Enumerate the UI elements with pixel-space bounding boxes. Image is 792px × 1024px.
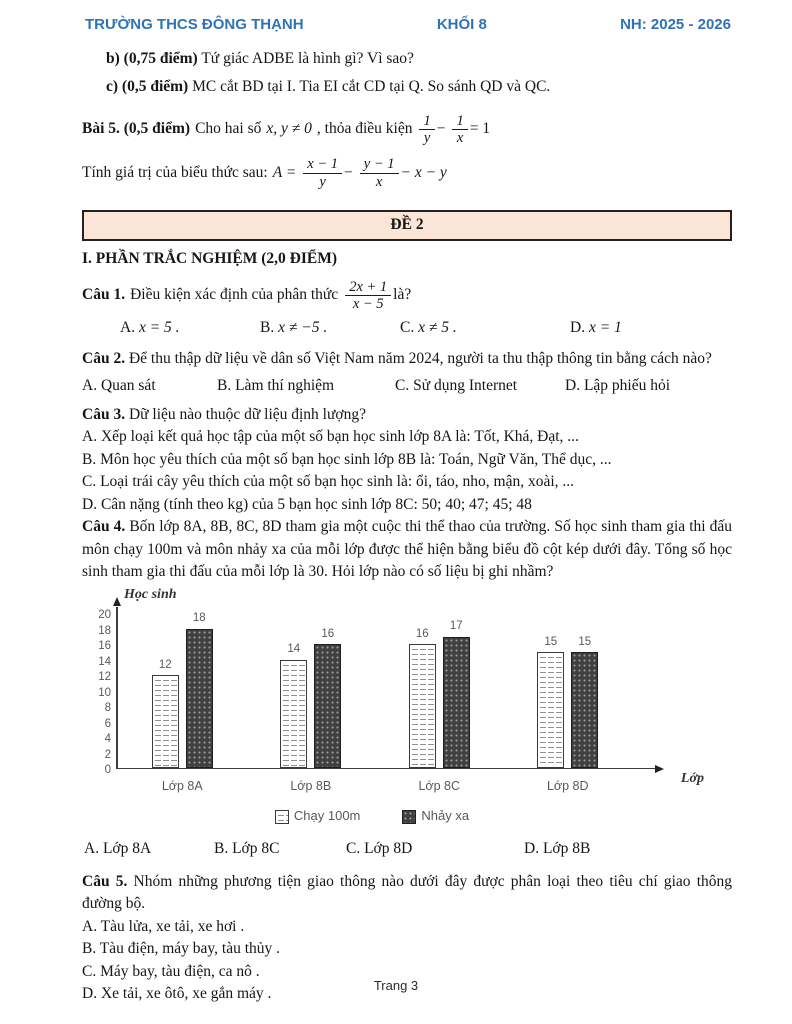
- bar-chạy-100m: [280, 643, 307, 769]
- cau2-label: Câu 2.: [82, 349, 126, 367]
- item-b-label: b): [106, 50, 120, 67]
- y-tick-label: 14: [98, 655, 111, 668]
- bar-chạy-100m: [537, 635, 564, 768]
- fraction-y-minus-1-over-x: $\frac{y - 1}{x}$: [360, 156, 399, 189]
- cau2-option-a: A. Quan sát: [82, 377, 156, 395]
- cau5-text: Nhóm những phương tiện giao thông nào dưới đây được phân loại theo tiêu chí giao thông đường bộ.: [82, 872, 732, 913]
- document-body: [82, 48, 732, 1006]
- y-tick-label: 0: [104, 764, 111, 777]
- bar-nhảy-xa: [571, 635, 598, 768]
- section-1-title: I. PHẦN TRẮC NGHIỆM (2,0 ĐIỂM): [82, 250, 338, 268]
- minus-sign: −: [436, 120, 446, 138]
- bai5-label: Bài 5. (0,5 điểm): [82, 120, 191, 138]
- bai5-mid: , thỏa điều kiện: [316, 120, 413, 138]
- y-tick-label: 18: [98, 624, 111, 637]
- equals-one: = 1: [469, 120, 491, 138]
- grade-label: KHỐI 8: [436, 16, 487, 33]
- bar-nhảy-xa: [443, 620, 470, 769]
- chart-legend: [82, 807, 662, 826]
- cau1-option-b: B. x ≠ −5 .: [260, 319, 328, 337]
- legend-label: Chạy 100m: [293, 808, 361, 824]
- bar-value-label: 17: [449, 620, 463, 633]
- bai5-lead: Cho hai số: [195, 120, 262, 138]
- bai5-condition: x, y ≠ 0: [266, 120, 312, 138]
- school-name: TRƯỜNG THCS ĐÔNG THẠNH: [85, 16, 304, 33]
- dual-bar-chart: [90, 587, 704, 799]
- y-tick-label: 4: [104, 733, 111, 746]
- legend-swatch-dashed-icon: [275, 810, 289, 824]
- exam-2-title-box: [82, 210, 732, 241]
- cau1-option-d: D. x = 1: [570, 319, 622, 337]
- fraction-1-over-x: $\frac{1}{x}$: [452, 113, 467, 146]
- y-tick-label: 2: [104, 748, 111, 761]
- school-year: NH: 2025 - 2026: [620, 16, 731, 33]
- page-number: Trang 3: [373, 978, 419, 993]
- cau1-lead: Điều kiện xác định của phân thức: [130, 286, 339, 304]
- x-category-label: Lớp 8D: [546, 779, 589, 794]
- cau1-options: [82, 317, 732, 339]
- cau1-option-a: A. x = 5 .: [120, 319, 180, 337]
- question-item-c: [106, 76, 732, 98]
- cau1-tail: là?: [393, 286, 412, 304]
- expression-lhs: A =: [272, 163, 297, 181]
- exam-2-title: ĐỀ 2: [390, 215, 424, 233]
- x-category-label: Lớp 8B: [290, 779, 332, 794]
- fraction-x-minus-1-over-y: $\frac{x - 1}{y}$: [303, 156, 342, 189]
- cau2-option-c: C. Sử dụng Internet: [395, 377, 518, 395]
- y-tick-label: 16: [98, 640, 111, 653]
- minus-sign: −: [344, 163, 353, 181]
- legend-swatch-dotted-icon: [402, 810, 416, 824]
- eval-lead: Tính giá trị của biểu thức sau:: [82, 163, 268, 181]
- cau5-option-b: B. Tàu điện, máy bay, tàu thủy .: [82, 940, 281, 958]
- y-axis-arrow-icon: [113, 597, 121, 606]
- cau4-option-b: B. Lớp 8C: [214, 840, 280, 858]
- cau2-options: [82, 375, 732, 397]
- item-c-label: c): [106, 78, 119, 96]
- bar-nhảy-xa: [186, 612, 213, 769]
- chart-group-lớp-8d: [504, 613, 633, 794]
- cau3-text: Dữ liệu nào thuộc dữ liệu định lượng?: [128, 405, 366, 423]
- expression-tail: − x − y: [400, 163, 447, 181]
- chart-y-axis-title: Học sinh: [124, 587, 177, 603]
- bar-value-label: 15: [578, 635, 592, 648]
- cau2-option-d: D. Lập phiếu hỏi: [565, 377, 671, 395]
- cau4-option-c: C. Lớp 8D: [346, 840, 413, 858]
- bar-value-label: 18: [192, 612, 206, 625]
- bar-chạy-100m: [409, 627, 436, 768]
- page-header: [85, 16, 731, 33]
- y-tick-label: 10: [98, 686, 111, 699]
- item-b-points: (0,75 điểm): [123, 50, 198, 67]
- item-c-text: MC cắt BD tại I. Tia EI cắt CD tại Q. So sánh QD và QC.: [192, 78, 551, 96]
- cau2-text: Để thu thập dữ liệu về dân số Việt Nam năm 2024, người ta thu thập thông tin bằng cách nào?: [128, 349, 712, 367]
- chart-x-axis-title: Lớp: [680, 771, 704, 787]
- legend-item-nhay-xa: [402, 807, 469, 826]
- chart-group-lớp-8b: [247, 613, 376, 794]
- chart-group-lớp-8c: [375, 613, 504, 794]
- item-b-text: Tứ giác ADBE là hình gì? Vì sao?: [201, 50, 414, 67]
- x-category-label: Lớp 8A: [161, 779, 203, 794]
- cau4-label: Câu 4.: [82, 518, 126, 536]
- cau5-option-c: C. Máy bay, tàu điện, ca nô .: [82, 962, 260, 980]
- cau4-text: Bốn lớp 8A, 8B, 8C, 8D tham gia một cuộc thi thể thao của trường. Số học sinh tham gia thi đấu môn chạy 100m và môn nhảy xa của mỗi lớp được thể hiện bằng biểu đồ cột kép dưới đây. Tổng số học sinh tham gia thi đấu của mỗi lớp là 30. Hỏi lớp nào có số liệu bị ghi nhầm?: [82, 518, 733, 580]
- chart-bars-area: [118, 612, 632, 794]
- bar-value-label: 15: [544, 635, 558, 648]
- legend-item-chay-100m: [275, 807, 360, 826]
- cau1-label: Câu 1.: [82, 286, 126, 304]
- bar-value-label: 16: [415, 627, 429, 640]
- bai5-evaluate-expression: [82, 156, 732, 189]
- chart-group-lớp-8a: [118, 612, 247, 794]
- cau3-option-b: B. Môn học yêu thích của một số bạn học sinh lớp 8B là: Toán, Ngữ Văn, Thể dục, ...: [82, 450, 612, 468]
- fraction-1-over-y: $\frac{1}{y}$: [419, 113, 434, 146]
- cau5-option-d: D. Xe tải, xe ôtô, xe gắn máy .: [82, 985, 272, 1003]
- cau4-options: [82, 838, 732, 860]
- legend-label: Nhảy xa: [421, 808, 470, 824]
- cau5-question: [82, 871, 732, 916]
- cau4-option-d: D. Lớp 8B: [524, 840, 591, 858]
- cau5-option-a: A. Tàu lửa, xe tải, xe hơi .: [82, 917, 245, 935]
- fraction-2x-plus-1-over-x-minus-5: $\frac{2x + 1}{x - 5}$: [345, 279, 391, 312]
- question-item-b: [106, 48, 732, 70]
- bar-nhảy-xa: [314, 627, 341, 768]
- bar-value-label: 14: [287, 643, 301, 656]
- bai5-statement: [82, 113, 732, 146]
- cau3-question: [82, 404, 732, 426]
- cau3-label: Câu 3.: [82, 405, 126, 423]
- item-c-points: (0,5 điểm): [121, 78, 189, 96]
- bar-chạy-100m: [152, 658, 179, 768]
- cau5-label: Câu 5.: [82, 872, 128, 890]
- cau3-option-c: C. Loại trái cây yêu thích của một số bạn học sinh là: ổi, táo, nho, mận, xoài, ...: [82, 473, 575, 491]
- cau4-option-a: A. Lớp 8A: [84, 840, 152, 858]
- cau3-option-a: A. Xếp loại kết quả học tập của một số bạn học sinh lớp 8A là: Tốt, Khá, Đạt, ...: [82, 428, 579, 446]
- cau1-option-c: C. x ≠ 5 .: [400, 319, 457, 337]
- bar-value-label: 12: [158, 658, 172, 671]
- y-tick-label: 12: [98, 671, 111, 684]
- cau2-option-b: B. Làm thí nghiệm: [217, 377, 335, 395]
- cau2-question: [82, 348, 732, 370]
- y-tick-label: 6: [104, 717, 111, 730]
- x-category-label: Lớp 8C: [418, 779, 461, 794]
- cau1-question: [82, 279, 732, 312]
- cau3-option-d: D. Cân nặng (tính theo kg) của 5 bạn học sinh lớp 8C: 50; 40; 47; 45; 48: [82, 495, 532, 513]
- bar-value-label: 16: [321, 627, 335, 640]
- x-axis-arrow-icon: [655, 765, 664, 773]
- cau4-question: [82, 516, 732, 583]
- y-tick-label: 20: [98, 609, 111, 622]
- y-tick-label: 8: [104, 702, 111, 715]
